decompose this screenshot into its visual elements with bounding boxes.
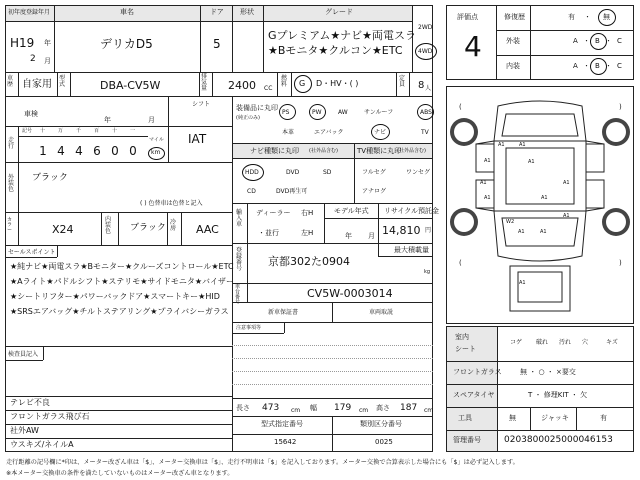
equipment-sub: (純正のみ) xyxy=(236,115,260,121)
door-label: ドア xyxy=(210,8,224,16)
capacity-label: 定員 xyxy=(399,75,406,88)
shift-value: IAT xyxy=(188,132,207,146)
damage-code: A1 xyxy=(563,180,570,186)
front-glass-options: 無 ・ ○ ・ ×要交 xyxy=(520,368,576,376)
fuel-selected: G xyxy=(299,79,306,88)
equip-item: PW xyxy=(312,109,322,116)
inspector-note-2: フロントガラス飛び石 xyxy=(10,412,90,421)
inspector-note-3: 社外AW xyxy=(10,426,39,435)
tv-fullseg: フルセグ xyxy=(362,169,386,176)
ac-value: AAC xyxy=(196,223,219,236)
grade-scale-item: A xyxy=(573,62,578,70)
fuel-options: D・HV・( ) xyxy=(316,79,359,88)
capacity-unit: 人 xyxy=(425,85,432,92)
seat-option: コゲ xyxy=(510,339,523,346)
damage-code: A1 xyxy=(484,158,491,164)
reg-date-label: 初年度登録年月 xyxy=(8,9,51,16)
chassis-value: CV5W-0003014 xyxy=(307,287,393,300)
seat-option: 汚れ xyxy=(559,339,572,346)
type-label: 型式 xyxy=(59,75,66,88)
equip-item: TV xyxy=(421,129,429,136)
mileage-digit: 4 xyxy=(75,144,83,158)
fuel-label: 燃料 xyxy=(281,75,288,88)
color-code: X24 xyxy=(52,223,74,236)
shape-label: 形状 xyxy=(240,8,254,16)
grade-line1: Gプレミアム★ナビ★両電スラ xyxy=(268,29,417,42)
score-label: 評価点 xyxy=(457,13,478,21)
mileage-side-label: 走行 xyxy=(8,137,15,150)
recycle-value: 14,810 xyxy=(382,224,421,237)
km-unit: km xyxy=(151,149,161,156)
import-right: 右H xyxy=(301,209,314,217)
import-parallel: ・並行 xyxy=(258,229,279,237)
sales-point-4: ★SRSエアバッグ★チルトステアリング★プライバシーガラス xyxy=(10,307,229,316)
mile-unit: マイル xyxy=(149,137,164,143)
navi-cd: CD xyxy=(247,188,256,195)
navi-label: ナビ種類に丸印 xyxy=(250,147,299,155)
max-load-unit: kg xyxy=(424,269,431,275)
mgmt-value: 020380002500004615​3 xyxy=(504,435,613,445)
reg-era: H19 xyxy=(10,36,35,50)
shift-label: シフト xyxy=(192,101,211,108)
cc-unit: CC xyxy=(264,85,273,92)
repair-yes: 有 xyxy=(568,13,575,21)
damage-code: A1 xyxy=(480,180,487,186)
recycle-unit: 円 xyxy=(425,227,432,234)
seat-option: キズ xyxy=(606,339,618,346)
front-glass-label: フロントガラス xyxy=(453,368,502,376)
model-label: 車名 xyxy=(120,8,134,16)
interior-color: ブラック xyxy=(130,223,166,233)
grade-sep: ・ xyxy=(583,62,590,70)
mileage-digit: 1 xyxy=(39,144,47,158)
model-month-unit: 月 xyxy=(368,232,375,240)
footer-note-2: ※本メーター交換車の条件を満たしていないものはメーター改ざん車となります。 xyxy=(6,470,234,477)
length-unit: cm xyxy=(291,407,301,414)
reg-year-suffix: 年 xyxy=(44,39,51,47)
history-label: 車歴 xyxy=(7,75,14,88)
grade-scale-item: B xyxy=(595,62,600,70)
grade-scale-item: A xyxy=(573,37,578,45)
owner-notes-label: 注意事項等 xyxy=(236,325,262,331)
type-num-label: 型式指定番号 xyxy=(261,420,303,428)
grade-label: グレード xyxy=(325,8,353,16)
navi-note: (社外品含む) xyxy=(309,148,338,154)
equip-item: AW xyxy=(338,109,348,116)
sales-point-1: ★純ナビ★両電スラ★Bモニター★クルーズコントロール★ETC xyxy=(10,262,234,271)
registration-label: 登録番号 xyxy=(236,247,243,272)
equip-item: ナビ xyxy=(374,129,387,136)
model-year-unit: 年 xyxy=(345,232,352,240)
length-label: 長さ xyxy=(236,404,250,412)
seat-option: 穴 xyxy=(582,339,589,346)
navi-dvd: DVD xyxy=(286,169,300,176)
manual-label: 車両取説 xyxy=(369,309,394,316)
grade-line2: ★Bモニタ★クルコン★ETC xyxy=(268,44,403,57)
damage-code: A1 xyxy=(541,195,548,201)
chassis-label: 車台番号 xyxy=(235,284,241,305)
interior-grade-label: 内装 xyxy=(506,62,520,70)
mileage-unit-label: 一 xyxy=(130,128,136,134)
grade-scale-item: C xyxy=(617,37,622,45)
diagram-marker: ( xyxy=(459,259,462,267)
tv-oneseg: ワンセグ xyxy=(406,169,431,176)
repair-sep: ・ xyxy=(584,13,591,21)
seat-label-2: シート xyxy=(455,345,476,353)
mileage-digit: 0 xyxy=(129,144,137,158)
recycle-label: リサイクル預託金 xyxy=(384,207,440,215)
sales-point-3: ★シートリフター★パワーバックドア★スマートキー★HID xyxy=(10,292,220,301)
interior-label: 内装色 xyxy=(105,216,112,235)
car-diagram-svg xyxy=(446,86,634,324)
mileage-unit-label: 百 xyxy=(94,128,100,134)
max-load-label: 最大積載量 xyxy=(394,246,429,254)
damage-code: A1 xyxy=(518,229,525,235)
height-unit: cm xyxy=(424,407,434,414)
color-side-label: 外装色 xyxy=(8,174,15,193)
drive-4wd: 4WD xyxy=(418,48,433,55)
registration-value: 京都302た0904 xyxy=(268,255,350,268)
class-num: 0025 xyxy=(375,438,393,446)
displacement: 2400 xyxy=(228,79,256,92)
mileage-unit-label: 十 xyxy=(40,128,46,134)
color-code-label: カラー xyxy=(7,217,13,233)
diagram-marker: ) xyxy=(619,103,622,111)
width-label: 幅 xyxy=(310,404,317,412)
grade-sep: ・ xyxy=(605,62,612,70)
model-year-label: モデル年式 xyxy=(334,207,369,215)
notes-rule xyxy=(232,345,433,346)
grade-scale-item: C xyxy=(617,62,622,70)
grade-sep: ・ xyxy=(605,37,612,45)
model-name: デリカD5 xyxy=(100,37,153,51)
equip-item: サンルーフ xyxy=(364,109,394,116)
mileage-digit: 6 xyxy=(93,144,101,158)
grade-scale-item: B xyxy=(595,37,600,45)
new-warranty-label: 新車保証書 xyxy=(268,309,299,316)
damage-code: A1 xyxy=(563,213,570,219)
mileage-unit-label: 記号 xyxy=(22,128,33,134)
model-type: DBA-CV5W xyxy=(100,79,161,92)
mgmt-label: 管理番号 xyxy=(453,436,481,444)
equip-item: ABS xyxy=(420,109,432,116)
damage-code: W2 xyxy=(506,219,515,225)
drive-2wd: 2WD xyxy=(418,24,433,31)
notes-rule xyxy=(232,371,433,372)
repair-no: 無 xyxy=(603,13,610,21)
mileage-unit-label: 十 xyxy=(112,128,118,134)
diagram-marker: ( xyxy=(459,103,462,111)
inspector-note-4: ウスキズ/ネイルA xyxy=(10,440,74,449)
damage-code: A1 xyxy=(540,229,547,235)
mileage-digit: 0 xyxy=(111,144,119,158)
import-dealer: ディーラー xyxy=(256,209,291,217)
inspection-year-unit: 年 xyxy=(104,116,111,124)
width-unit: cm xyxy=(359,407,369,414)
mileage-unit-label: 千 xyxy=(76,128,82,134)
length-value: 473 xyxy=(262,403,280,413)
mileage-unit-label: 万 xyxy=(58,128,64,134)
exterior-color: ブラック xyxy=(32,173,68,183)
damage-code: A1 xyxy=(519,142,526,148)
reg-month-suffix: 月 xyxy=(44,57,51,65)
diagram-marker: ) xyxy=(619,259,622,267)
tools-value: 無 xyxy=(509,414,516,422)
notes-rule xyxy=(232,358,433,359)
equip-item: PS xyxy=(282,109,290,116)
grade-sep: ・ xyxy=(583,37,590,45)
jack-label: ジャッキ xyxy=(541,414,569,422)
seat-option: 破れ xyxy=(536,339,549,346)
navi-dvd-play: DVD再生可 xyxy=(276,188,308,195)
equipment-label: 装備品に丸印 xyxy=(236,104,278,112)
seat-label-1: 室内 xyxy=(455,333,469,341)
equip-item: 本革 xyxy=(282,129,295,136)
damage-code: A1 xyxy=(484,195,491,201)
import-left: 左H xyxy=(301,229,314,237)
equip-item: エアバック xyxy=(314,129,344,136)
inspector-note-1: テレビ不良 xyxy=(10,398,50,407)
import-label: 輸入車 xyxy=(236,209,243,228)
tv-analog: アナログ xyxy=(362,188,387,195)
ac-label: 冷房 xyxy=(170,219,177,232)
inspection-label: 車検 xyxy=(24,110,38,118)
width-value: 179 xyxy=(334,403,352,413)
inspection-month-unit: 月 xyxy=(148,116,155,124)
damage-code: A1 xyxy=(498,142,505,148)
sales-points-label: セールスポイント xyxy=(8,249,56,256)
repair-label: 修復歴 xyxy=(504,13,525,21)
tv-label: TV種類に丸印 xyxy=(357,147,402,155)
inspector-label: 検査員記入 xyxy=(8,351,39,358)
exterior-grade-label: 外装 xyxy=(506,37,520,45)
sales-point-2: ★Aライト★パドルシフト★ステリモ★サイドモニタ★バイザー xyxy=(10,277,235,286)
jack-value: 有 xyxy=(600,414,607,422)
class-num-label: 類別区分番号 xyxy=(360,420,402,428)
reg-kind: 自家用 xyxy=(22,79,52,90)
tv-note: (社外品含む) xyxy=(397,148,426,154)
displacement-label: 排気量 xyxy=(201,73,208,92)
spare-tire-options: T ・ 修理KIT ・ 欠 xyxy=(528,391,588,399)
tools-label: 工具 xyxy=(458,414,472,422)
type-num: 15642 xyxy=(274,438,297,446)
score-value: 4 xyxy=(464,30,482,63)
damage-code: A1 xyxy=(519,280,526,286)
mileage-digit: 4 xyxy=(57,144,65,158)
door-count: 5 xyxy=(213,37,221,51)
color-note: ( ) 色替車は色替と記入 xyxy=(140,200,203,207)
height-value: 187 xyxy=(400,403,418,413)
navi-hdd: HDD xyxy=(245,169,259,176)
navi-sd: SD xyxy=(323,169,332,176)
spare-tire-label: スペアタイヤ xyxy=(453,391,495,399)
reg-month: 2 xyxy=(30,54,36,64)
height-label: 高さ xyxy=(376,404,390,412)
footer-note-1: 走行距離の記号欄に*印は、メーター改ざん車は「$」、メーター交換車は「$」、走行不明車は「$」を記入しております。メーター交換で合算表示した場合にも「$」は必ず記入します。 xyxy=(6,459,519,466)
notes-rule xyxy=(232,384,433,385)
damage-code: A1 xyxy=(528,159,535,165)
capacity: 8 xyxy=(418,80,425,91)
